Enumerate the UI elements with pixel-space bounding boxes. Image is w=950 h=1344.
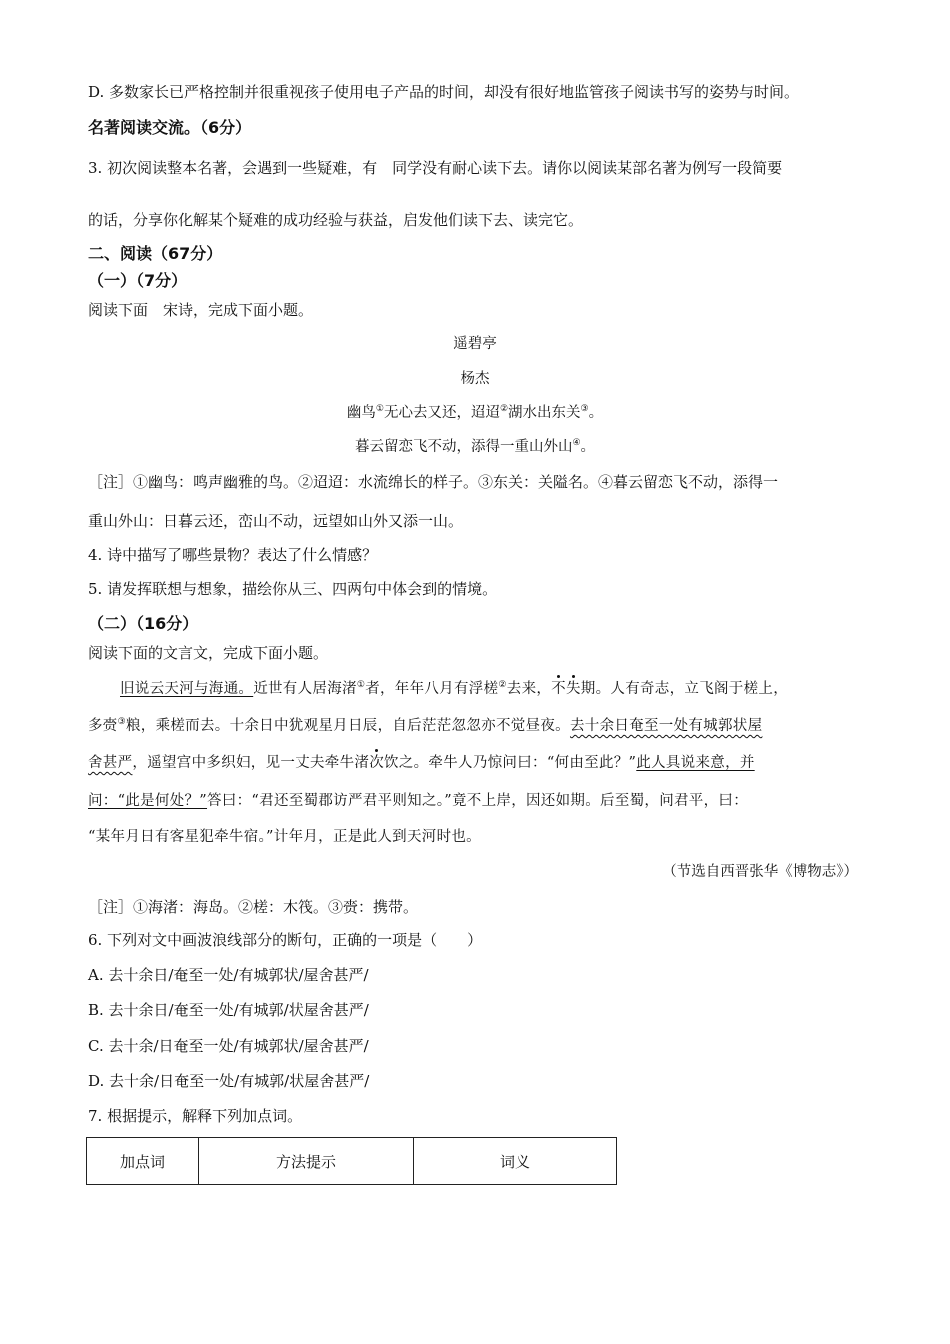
q3-line2: 的话，分享你化解某个疑难的成功经验与获益，启发他们读下去、读完它。	[88, 211, 584, 229]
table-header-cell: 词义	[414, 1138, 617, 1185]
q6-option-c: C. 去十余/日奄至一处/有城郭状/屋舍甚严/	[88, 1037, 369, 1055]
wenyan-line-3	[88, 753, 755, 773]
wenyan-line-5: “某年月日有客星犯牵牛宿。”计年月，正是此人到天河时也。	[88, 829, 481, 845]
q6-option-d: D. 去十余/日奄至一处/有城郭/状屋舍甚严/	[88, 1072, 370, 1090]
wavy-underlined-text: 舍甚严	[88, 755, 133, 771]
wenyan-text: 者，年年八月有浮槎	[365, 681, 499, 697]
wenyan-text: 。人有奇志，立飞阁于槎上，	[595, 681, 789, 697]
poem-text: 幽鸟	[346, 405, 376, 421]
poem-text: 。	[580, 439, 596, 455]
dotted-word: 不	[551, 681, 566, 697]
wenyan-text: 多赍	[88, 718, 118, 734]
sub2-title: （二）（16分）	[88, 614, 199, 633]
note-mark: ①	[375, 404, 384, 414]
underlined-sentence: 问：“此是何处？”	[88, 793, 208, 809]
wenyan-line-2	[88, 716, 762, 736]
wenyan-text: 粮，乘槎而去。十余日中犹观星月日辰，自后茫茫忽忽亦不觉昼夜。	[125, 718, 570, 734]
note-mark: ③	[580, 404, 589, 414]
wenyan-line-1	[120, 679, 788, 699]
poem-line-2	[0, 437, 950, 457]
poem-text: 暮云留恋飞不动，添得一重山外山	[354, 439, 573, 455]
answer-table	[86, 1137, 617, 1185]
poem-note-line2: 重山外山：日暮云还，峦山不动，远望如山外又添一山。	[88, 512, 464, 530]
note-mark: ②	[498, 680, 507, 690]
source-citation: （节选自西晋张华《博物志》）	[662, 864, 858, 880]
wenyan-text: 答曰：“君还至蜀郡访严君平则知之。”竟不上岸，因还如期。后至蜀，问君平，曰：	[207, 793, 749, 809]
poem-author: 杨杰	[460, 371, 490, 387]
note-mark: ①	[356, 680, 366, 690]
wavy-underlined-text: 去十余日奄至一处有城郭状屋	[569, 718, 763, 734]
poem-note-line1: ［注］①幽鸟：鸣声幽雅的鸟。②迢迢：水流绵长的样子。③东关：关隘名。④暮云留恋飞不动，添得一	[88, 473, 779, 491]
poem-text: 。	[588, 405, 604, 421]
table-header-row	[87, 1138, 617, 1185]
sub1-intro: 阅读下面 宋诗，完成下面小题。	[88, 301, 314, 319]
note-mark: ④	[572, 438, 581, 448]
question-6: 6. 下列对文中画波浪线部分的断句，正确的一项是（ ）	[88, 931, 483, 949]
question-7: 7. 根据提示，解释下列加点词。	[88, 1107, 303, 1125]
q2-option-d: D. 多数家长已严格控制并很重视孩子使用电子产品的时间，却没有很好地监管孩子阅读书写的姿势与时间。	[88, 83, 800, 101]
q3-line1: 3. 初次阅读整本名著，会遇到一些疑难，有 同学没有耐心读下去。请你以阅读某部名著为例写一段简要	[88, 159, 783, 177]
wenyan-text: 近世有人居海渚	[253, 681, 357, 697]
wenyan-text: 期	[580, 681, 596, 697]
poem-title: 遥碧亭	[453, 336, 497, 352]
note-mark: ②	[499, 404, 509, 414]
sub2-intro: 阅读下面的文言文，完成下面小题。	[88, 644, 329, 662]
wenyan-text: 去来，	[506, 681, 552, 697]
sub1-title: （一）（7分）	[88, 271, 188, 290]
table-header-cell: 方法提示	[199, 1138, 414, 1185]
poem-line-1	[0, 403, 950, 423]
note-mark: ③	[117, 717, 126, 727]
table-header-cell: 加点词	[87, 1138, 199, 1185]
question-4: 4. 诗中描写了哪些景物？表达了什么情感？	[88, 546, 378, 564]
part2-title: 二、阅读（67分）	[88, 244, 223, 263]
wenyan-text: ，遥望宫中多织妇，见一丈夫牵牛渚	[132, 755, 370, 771]
q6-option-a: A. 去十余日/奄至一处/有城郭状/屋舍甚严/	[88, 966, 369, 984]
wenyan-line-4	[88, 791, 748, 811]
poem-text: 湖水出东关	[508, 405, 581, 421]
dotted-word: 失	[565, 681, 581, 697]
question-5: 5. 请发挥联想与想象，描绘你从三、四两句中体会到的情境。	[88, 580, 498, 598]
wenyan-text: 饮之。牵牛人乃惊问曰：“何由至此？”	[384, 755, 637, 771]
section-mingzhu-title: 名著阅读交流。（6分）	[88, 118, 252, 137]
underlined-sentence: 旧说云天河与海通。	[120, 681, 254, 697]
q6-option-b: B. 去十余日/奄至一处/有城郭/状屋舍甚严/	[88, 1001, 369, 1019]
underlined-sentence: 此人具说来意，并	[636, 755, 755, 771]
poem-text: 无心去又还，迢迢	[383, 405, 500, 421]
dotted-word: 次	[369, 755, 385, 771]
wenyan-note: ［注］①海渚：海岛。②槎：木筏。③赍：携带。	[88, 898, 419, 916]
